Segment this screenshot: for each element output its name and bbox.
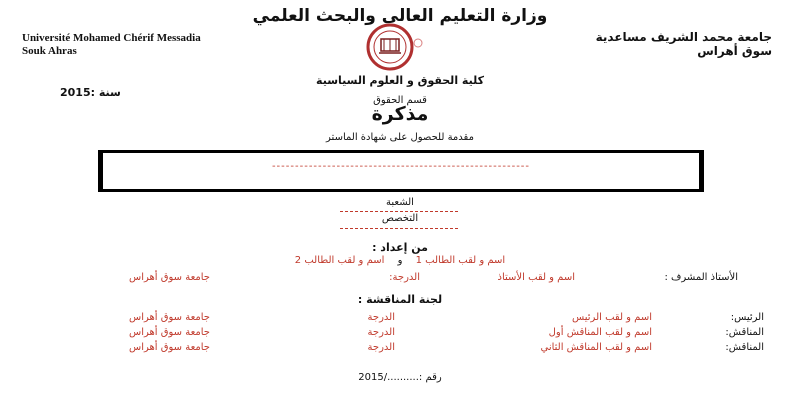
supervisor-university: جامعة سوق أهراس — [129, 272, 210, 283]
jury-title: لجنة المناقشة : — [357, 293, 443, 306]
jury-member-rank: الدرجة — [367, 327, 395, 338]
prepared-by-label: من إعداد : — [372, 241, 428, 254]
supervisor-rank: الدرجة: — [389, 272, 420, 283]
specialty-label: التخصص — [381, 213, 419, 224]
thesis-title-placeholder: -------------------------------------------------------- — [271, 161, 531, 172]
department-name: قسم الحقوق — [373, 95, 427, 106]
supervisor-label: الأستاذ المشرف : — [664, 272, 738, 283]
jury-role: المناقش: — [725, 342, 764, 353]
student-2-name: اسم و لقب الطالب 2 — [294, 255, 385, 266]
jury-member-name: اسم و لقب الرئيس — [572, 312, 652, 323]
university-logo — [355, 22, 425, 72]
ministry-heading: وزارة التعليم العالي والبحث العلمي — [252, 6, 548, 26]
jury-role: المناقش: — [725, 327, 764, 338]
jury-member-name: اسم و لقب المناقش أول — [548, 327, 652, 338]
faculty-name: كلية الحقوق و العلوم السياسية — [316, 74, 484, 87]
memo-number: رقم :........../2015 — [358, 372, 442, 383]
jury-member-rank: الدرجة — [367, 342, 395, 353]
university-name-fr-line1: Université Mohamed Chérif Messadia — [22, 32, 201, 44]
supervisor-name: اسم و لقب الأستاذ — [497, 272, 575, 283]
jury-member-university: جامعة سوق أهراس — [129, 312, 210, 323]
jury-role: الرئيس: — [730, 312, 764, 323]
branch-label: الشعبة — [386, 197, 414, 208]
university-name-ar — [596, 30, 772, 58]
jury-member-university: جامعة سوق أهراس — [129, 342, 210, 353]
specialty-dotted-line — [340, 228, 458, 229]
jury-member-rank: الدرجة — [367, 312, 395, 323]
jury-member-name: اسم و لقب المناقش الثاني — [540, 342, 652, 353]
branch-dotted-line — [340, 211, 458, 212]
university-city-ar: سوق أهراس — [697, 44, 772, 58]
year-label: سنة :2015 — [60, 86, 121, 99]
thesis-title-box — [98, 150, 704, 192]
jury-member-university: جامعة سوق أهراس — [129, 327, 210, 338]
document-type: مذكرة — [371, 103, 429, 125]
university-name-fr — [22, 32, 201, 58]
university-city-fr: Souk Ahras — [22, 45, 77, 57]
student-names — [0, 255, 800, 266]
student-1-name: اسم و لقب الطالب 1 — [415, 255, 506, 266]
document-subtitle: مقدمة للحصول على شهادة الماستر — [326, 132, 474, 143]
students-conjunction: و — [397, 255, 403, 266]
university-name-ar-line1: جامعة محمد الشريف مساعدية — [595, 30, 772, 44]
